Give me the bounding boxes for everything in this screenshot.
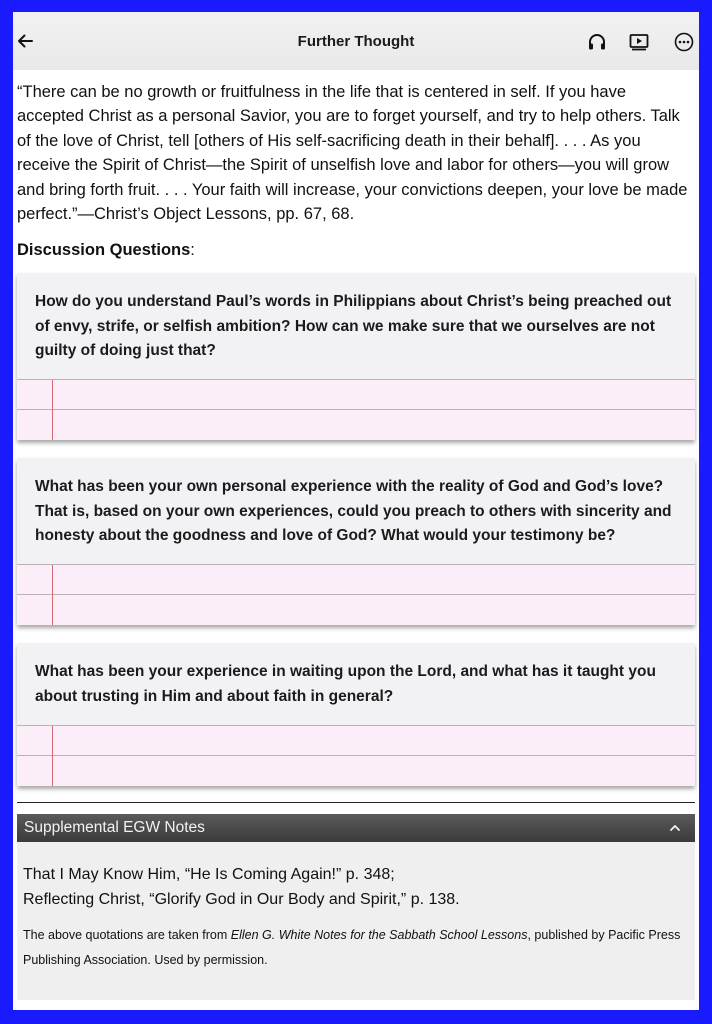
- supplemental-notes-panel: [17, 842, 695, 1000]
- app-window: [13, 12, 699, 1010]
- discussion-label: Discussion Questions: [17, 241, 191, 260]
- margin-line: [52, 380, 53, 440]
- lesson-content: [13, 70, 699, 263]
- section-divider: [17, 802, 695, 803]
- page-title: Further Thought: [297, 33, 415, 50]
- permission-note: [23, 923, 689, 973]
- margin-line: [52, 726, 53, 786]
- question-card: [17, 458, 695, 625]
- chevron-up-icon: [669, 822, 681, 834]
- supplemental-title: Supplemental EGW Notes: [24, 819, 205, 836]
- question-card: [17, 273, 695, 440]
- answer-input[interactable]: [17, 379, 695, 440]
- credit-suffix: , published by Pacific Press Publishing Association. Used by permission.: [23, 928, 681, 967]
- credit-book-title: Ellen G. White Notes for the Sabbath School Lessons: [230, 928, 528, 942]
- question-text: What has been your experience in waiting upon the Lord, and what has it taught you about trusting in Him and about faith in general?: [35, 663, 656, 705]
- top-bar: [13, 12, 699, 70]
- answer-input[interactable]: [17, 725, 695, 786]
- ruled-line: [17, 594, 695, 595]
- egw-references: [23, 863, 689, 912]
- reference-line: That I May Know Him, “He Is Coming Again!” p. 348;: [23, 866, 395, 883]
- ruled-line: [17, 409, 695, 410]
- discussion-colon: :: [190, 241, 195, 260]
- question-text: What has been your own personal experience with the reality of God and God’s love? That is, based on your own experiences, could you preach to others with sincerity and honesty about the goodness and love of God? What would your testimony be?: [35, 478, 672, 544]
- margin-line: [52, 565, 53, 625]
- egw-quote: “There can be no growth or fruitfulness in the life that is centered in self. If you have accepted Christ as a personal Savior, you are to forget yourself, and try to help others. Talk of the love of Christ, tell [others of His self-sacrificing death in their behalf]. . . . As you receive the Spirit of Christ—the Spirit of unselfish love and labor for others—you will grow and bring forth fruit. . . . Your faith will increase, your convictions deepen, your love be made perfect.”—Christ’s Object Lessons, pp. 67, 68.: [17, 83, 688, 224]
- credit-prefix: The above quotations are taken from: [23, 928, 231, 942]
- ruled-line: [17, 755, 695, 756]
- reference-line: Reflecting Christ, “Glorify God in Our Body and Spirit,” p. 138.: [23, 890, 460, 908]
- answer-input[interactable]: [17, 564, 695, 625]
- supplemental-notes-toggle[interactable]: [17, 814, 695, 842]
- question-text: How do you understand Paul’s words in Philippians about Christ’s being preached out of envy, strife, or selfish ambition? How can we make sure that we ourselves are not guilty of doing just that?: [35, 293, 672, 359]
- play-video-icon[interactable]: [628, 31, 650, 53]
- more-options-icon[interactable]: [673, 31, 695, 53]
- question-card: [17, 643, 695, 786]
- headphones-icon[interactable]: [586, 31, 608, 53]
- discussion-heading: [17, 238, 695, 262]
